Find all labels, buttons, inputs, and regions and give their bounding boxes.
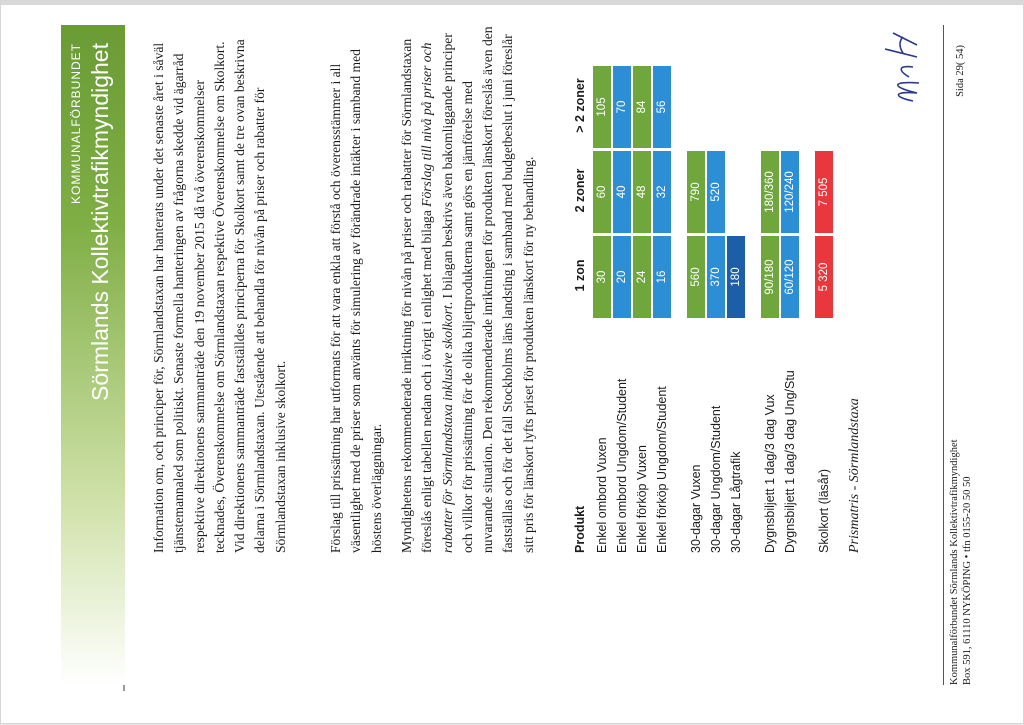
price-cell-z3 [814, 63, 834, 148]
page-footer [943, 25, 973, 685]
price-cell-z3 [612, 63, 632, 148]
product-name: Skolkort (läsår) [817, 468, 831, 553]
product-name: Dygnsbiljett 1 dag/3 dag Ung/Stu [783, 370, 797, 553]
price-cell-z3 [592, 63, 612, 148]
price-bar: 180/360 [761, 151, 779, 233]
handwritten-signature-icon [873, 27, 933, 107]
price-bar: 24 [633, 236, 651, 318]
price-cell-z1 [760, 233, 780, 318]
price-cell-z1 [706, 233, 726, 318]
price-cell-z3 [706, 63, 726, 148]
header-zone-2: 2 zoner [573, 168, 587, 213]
table-row [592, 63, 612, 553]
price-cell-z1 [686, 233, 706, 318]
header-product: Produkt [573, 505, 587, 553]
price-bar: 520 [707, 151, 725, 233]
price-bar: 20 [613, 236, 631, 318]
price-matrix-table [571, 63, 834, 553]
price-cell-z1 [726, 233, 746, 318]
price-bar: 180 [727, 236, 745, 318]
paragraph-information: Information om, och principer för, Sörmlandstaxan har hanterats under det senaste året i såväl tjänstemannaled som politiskt. Senaste formella hanteringen av frågorna skedde vid ägarråd respektive direktionens sammanträde den 19 november 2015 då två överenskommelser tecknades, Överenskommelse om Sörmlandstaxan respektive Överenskommelse om Skolkort. Vid direktionens sammanträde fastställdes principerna för Skolkort samt de tre ovan beskrivna delarna i Sörmlandstaxan. Utestående att behandla för nivån på priser och rabatter för Sörmlandstaxan inklusive skolkort. [151, 39, 288, 553]
price-cell-z2 [726, 148, 746, 233]
price-bar: 120/240 [781, 151, 799, 233]
table-row [612, 63, 632, 553]
price-cell-z2 [592, 148, 612, 233]
price-cell-z1 [632, 233, 652, 318]
document-content [1, 1, 1024, 725]
table-row [780, 63, 800, 553]
product-name: Enkel förköp Vuxen [635, 445, 649, 553]
price-cell-z1 [652, 233, 672, 318]
table-row [760, 63, 780, 553]
price-cell-z1 [814, 233, 834, 318]
price-cell-z3 [652, 63, 672, 148]
price-cell-z2 [814, 148, 834, 233]
price-cell-z2 [686, 148, 706, 233]
paragraph-proposal: Förslag till prissättning har utformats för att vara enkla att förstå och överensstämmer i all väsentlighet med de priser som använts för simulering av förändrade intäkter i samband med höstens överläggningar. [328, 49, 384, 553]
page-number: Sida 29( 54) [955, 45, 966, 97]
price-bar: 790 [687, 151, 705, 233]
org-name: KOMMUNALFÖRBUNDET [69, 43, 83, 205]
header-zone-1: 1 zon [573, 259, 587, 292]
price-cell-z3 [686, 63, 706, 148]
price-cell-z2 [612, 148, 632, 233]
price-cell-z1 [612, 233, 632, 318]
price-cell-z3 [726, 63, 746, 148]
price-bar: 60 [593, 151, 611, 233]
header-zone-3: > 2 zoner [573, 78, 587, 133]
price-bar: 48 [633, 151, 651, 233]
table-spacer [800, 63, 814, 553]
table-row [726, 63, 746, 553]
recommendation-text-end: . I bilagan beskrivs även bakomliggande principer och villkor för prissättning för de olika biljettprodukterna samt görs en jämförelse med nuvarande situation. Den rekommenderade inriktningen för produkten länskort föreslås även den fastställas och för det fall Stockholms läns landsting i samband med budgetbeslut i juni föreslår sitt pris för länskort lyfts priset för produkten länskort för ny behandling. [439, 26, 536, 553]
price-bar: 56 [653, 66, 671, 148]
price-bar: 30 [593, 236, 611, 318]
price-bar: 40 [613, 151, 631, 233]
footer-address [948, 439, 974, 685]
table-row [652, 63, 672, 553]
price-cell-z2 [652, 148, 672, 233]
price-bar: 5 320 [815, 236, 833, 318]
price-bar: 32 [653, 151, 671, 233]
price-bar: 7 505 [815, 151, 833, 233]
product-name: 30-dagar Vuxen [689, 464, 703, 553]
price-bar: 560 [687, 236, 705, 318]
recommendation-text-start: Myndighetens rekommenderade inriktning för nivån på priser och rabatter för Sörmlandstaxan föreslås enligt tabellen nedan och i övrigt i enlighet med bilaga [399, 38, 435, 553]
product-name: Dygnsbiljett 1 dag/3 dag Vux [763, 394, 777, 553]
price-bar: 60/120 [781, 236, 799, 318]
product-name: Enkel ombord Vuxen [595, 437, 609, 553]
table-row [814, 63, 834, 553]
product-name: 30-dagar Ungdom/Student [709, 405, 723, 553]
product-name: Enkel förköp Ungdom/Student [655, 386, 669, 553]
price-cell-z2 [632, 148, 652, 233]
table-spacer [672, 63, 686, 553]
price-cell-z2 [760, 148, 780, 233]
table-row [632, 63, 652, 553]
footer-org-line: Kommunalförbundet Sörmlands Kollektivtrafikmyndighet [949, 439, 960, 685]
product-name: 30-dagar Lågtrafik [729, 451, 743, 553]
price-bar: 370 [707, 236, 725, 318]
price-bar: 70 [613, 66, 631, 148]
price-cell-z1 [592, 233, 612, 318]
price-bar: 16 [653, 236, 671, 318]
table-row [706, 63, 726, 553]
price-bar: 90/180 [761, 236, 779, 318]
table-row [686, 63, 706, 553]
table-header-row [571, 63, 592, 553]
attachment-title: Förslag till nivå på priser och rabatter för Sörmlandstaxa inklusive skolkort [419, 42, 455, 553]
table-body [592, 63, 834, 553]
footer-contact-line: Box 591, 61110 NYKÖPING • tfn 0155-20 50 50 [962, 476, 973, 685]
price-cell-z2 [780, 148, 800, 233]
table-caption: Prismatris - Sörmlandstaxa [847, 398, 862, 553]
price-cell-z1 [780, 233, 800, 318]
price-cell-z3 [760, 63, 780, 148]
price-cell-z3 [632, 63, 652, 148]
table-spacer [746, 63, 760, 553]
price-bar: 105 [593, 66, 611, 148]
paragraph-recommendation [397, 23, 539, 553]
letterhead-banner [61, 25, 125, 685]
authority-name: Sörmlands Kollektivtrafikmyndighet [87, 43, 113, 401]
price-cell-z3 [780, 63, 800, 148]
price-cell-z2 [706, 148, 726, 233]
price-bar: 84 [633, 66, 651, 148]
product-name: Enkel ombord Ungdom/Student [615, 378, 629, 553]
